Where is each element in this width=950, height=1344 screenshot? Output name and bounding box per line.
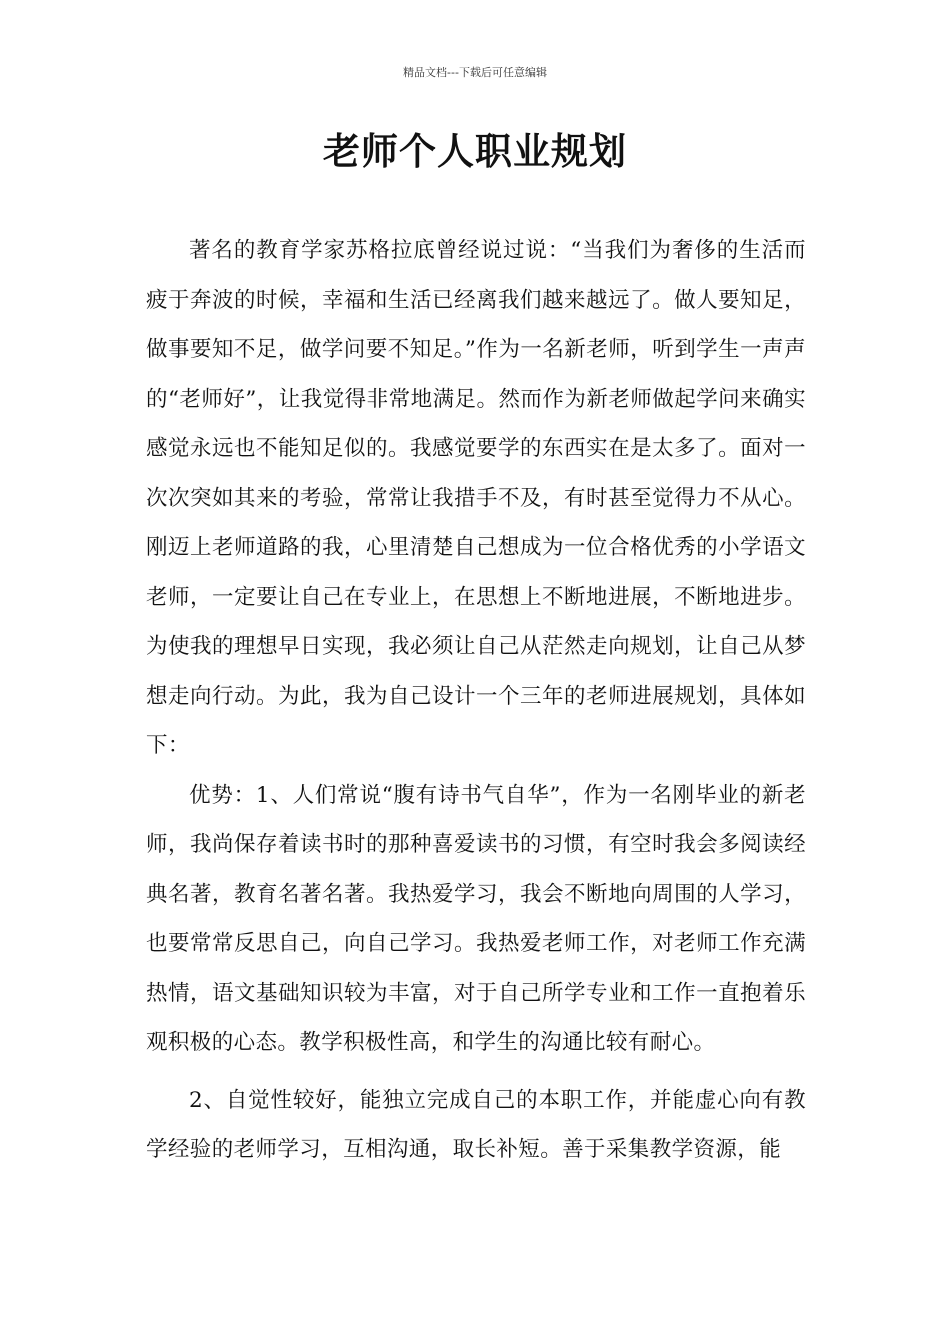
header-note: 精品文档---下载后可任意编辑 <box>403 66 547 79</box>
document-body <box>146 226 806 1175</box>
paragraph-strengths-2: 2、自觉性较好，能独立完成自己的本职工作，并能虚心向有教学经验的老师学习，互相沟通，取长补短。善于采集教学资源，能 <box>146 1087 806 1162</box>
document-title: 老师个人职业规划 <box>323 130 627 173</box>
paragraph-strengths-1: 优势：1、人们常说“腹有诗书气自华”，作为一名刚毕业的新老师，我尚保存着读书时的那种喜爱读书的习惯，有空时我会多阅读经典名著，教育名著名著。我热爱学习，我会不断地向周围的人学习，也要常常反思自己，向自己学习。我热爱老师工作，对老师工作充满热情，语文基础知识较为丰富，对于自己所学专业和工作一直抱着乐观积极的心态。教学积极性高，和学生的沟通比较有耐心。 <box>146 782 806 1055</box>
paragraph-intro: 著名的教育学家苏格拉底曾经说过说：“当我们为奢侈的生活而疲于奔波的时候，幸福和生活已经离我们越来越远了。做人要知足，做事要知不足，做学问要不知足。”作为一名新老师，听到学生一声声的“老师好”，让我觉得非常地满足。然而作为新老师做起学问来确实感觉永远也不能知足似的。我感觉要学的东西实在是太多了。面对一次次突如其来的考验，常常让我措手不及，有时甚至觉得力不从心。刚迈上老师道路的我，心里清楚自己想成为一位合格优秀的小学语文老师，一定要让自己在专业上，在思想上不断地进展，不断地进步。为使我的理想早日实现，我必须让自己从茫然走向规划，让自己从梦想走向行动。为此，我为自己设计一个三年的老师进展规划，具体如下： <box>146 238 806 758</box>
